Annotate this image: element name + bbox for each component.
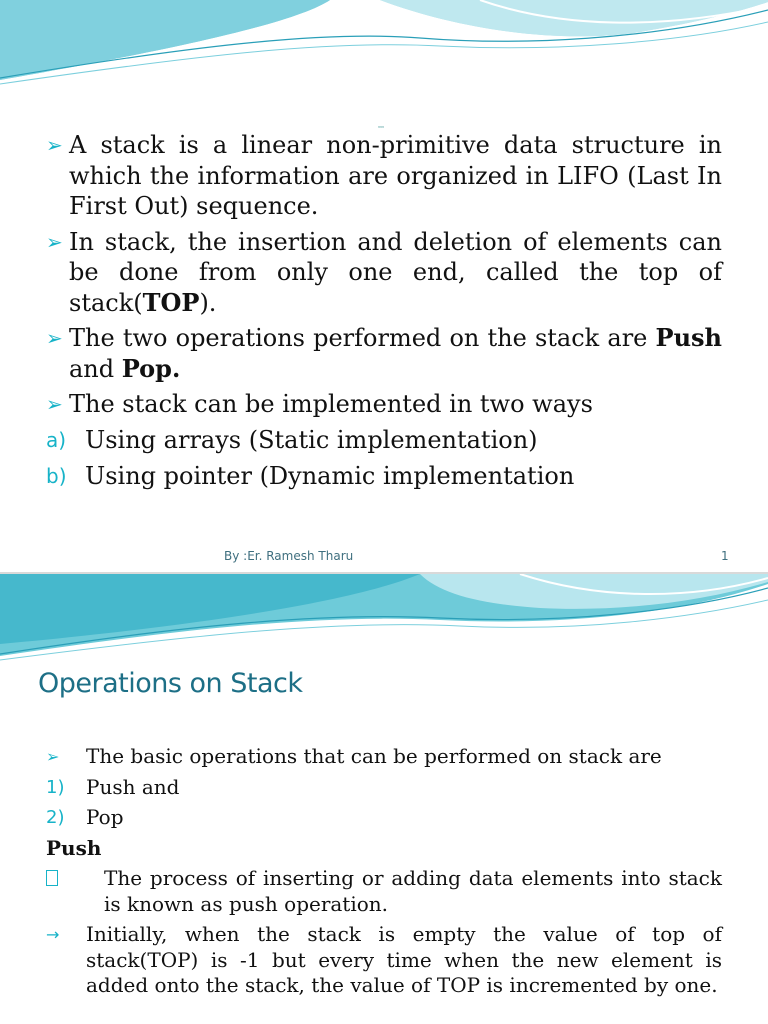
slide2-bullet-list xyxy=(46,744,722,1004)
list-item xyxy=(46,323,722,384)
bullet-bold: TOP xyxy=(142,287,200,317)
bullet-text: In stack, the insertion and deletion of elements can be done from only one end, called the top of stack( xyxy=(69,227,722,317)
list-item xyxy=(46,922,722,999)
list-item xyxy=(46,744,722,770)
section-heading: Push xyxy=(46,835,102,860)
bullet-text: The stack can be implemented in two ways xyxy=(69,390,593,418)
header-wave-decoration xyxy=(0,0,768,90)
bullet-text-end: ). xyxy=(199,288,217,317)
list-marker: 1) xyxy=(46,776,65,798)
paragraph-text: The process of inserting or adding data elements into stack is known as push operation. xyxy=(104,866,722,916)
list-item xyxy=(46,461,722,492)
footer-page-number: 1 xyxy=(721,549,729,563)
list-marker: a) xyxy=(46,427,67,452)
header-wave-decoration xyxy=(0,574,768,664)
list-item xyxy=(46,130,722,222)
bullet-bold-push: Push xyxy=(655,323,722,352)
arrowhead-bullet-icon: ➢ xyxy=(46,747,60,766)
list-item xyxy=(46,227,722,319)
list-text: Using pointer (Dynamic implementation xyxy=(85,462,575,490)
list-text: Pop xyxy=(86,805,124,829)
paragraph-text: Initially, when the stack is empty the value of top of stack(TOP) is -1 but every time when the new element is added onto the stack, the value of TOP is incremented by one. xyxy=(86,922,722,997)
arrowhead-bullet-icon: ➢ xyxy=(46,326,63,350)
footer-author: By :Er. Ramesh Tharu xyxy=(224,549,354,563)
list-item xyxy=(46,805,722,831)
bullet-text: A stack is a linear non-primitive data structure in which the information are organized in LIFO (Last In First Out) sequence. xyxy=(69,131,722,220)
slide1-bullet-list xyxy=(46,130,722,498)
bullet-bold-pop: Pop. xyxy=(121,353,181,383)
list-item xyxy=(46,389,722,420)
list-marker: b) xyxy=(46,464,67,488)
arrowhead-bullet-icon: ➢ xyxy=(46,392,63,416)
list-text: Push and xyxy=(86,774,180,799)
slide-2 xyxy=(0,574,768,1024)
list-text: Using arrays (Static implementation) xyxy=(85,425,538,454)
right-arrow-icon: → xyxy=(46,925,60,944)
bullet-text-mid: and xyxy=(69,354,122,383)
bullet-text: The two operations performed on the stack are xyxy=(69,324,656,352)
arrowhead-bullet-icon: ➢ xyxy=(46,133,63,157)
tiny-mark: ₈₈₈ xyxy=(378,124,385,130)
list-marker: 2) xyxy=(46,807,65,828)
list-item xyxy=(46,775,722,801)
list-item xyxy=(46,425,722,456)
slide-title: Operations on Stack xyxy=(38,668,303,699)
intro-text: The basic operations that can be performed on stack are xyxy=(86,744,662,768)
list-item xyxy=(46,866,722,917)
square-bullet-icon xyxy=(46,870,58,886)
arrowhead-bullet-icon: ➢ xyxy=(46,229,63,254)
